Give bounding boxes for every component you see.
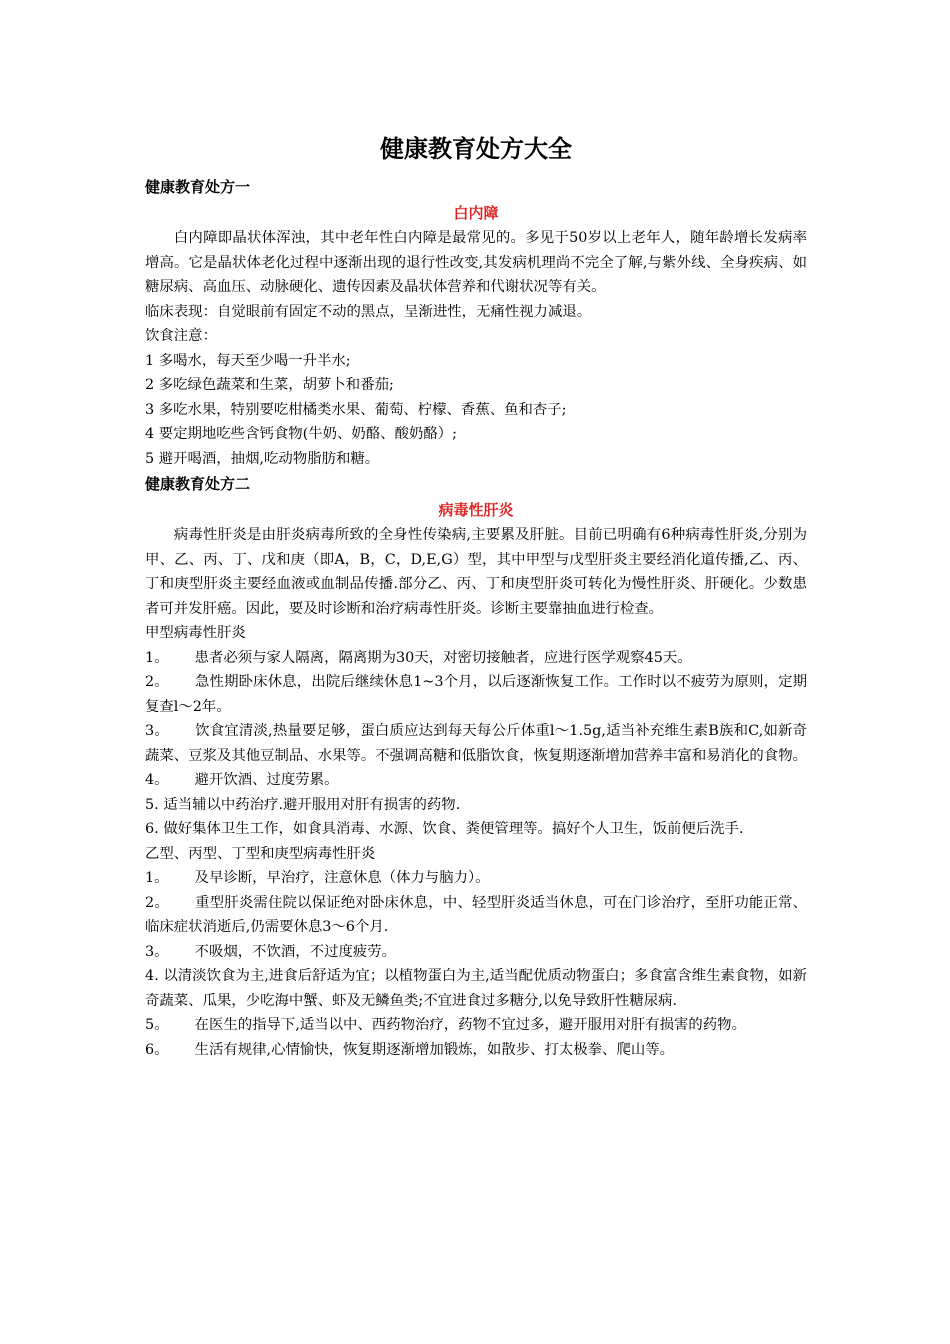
- section-heading-2: 健康教育处方二: [145, 475, 251, 493]
- item-number: 5.: [145, 796, 159, 813]
- topic-title-cataract: 白内障: [453, 204, 499, 222]
- item-number: 1。: [145, 649, 169, 666]
- diet-item-4: 4 要定期地吃些含钙食物(牛奶、奶酪、酸奶酪）;: [145, 426, 458, 442]
- item-text: 及早诊断，早治疗，注意休息（体力与脑力）。: [194, 870, 490, 886]
- item-text: 适当辅以中药治疗.避开服用对肝有损害的药物.: [163, 796, 461, 813]
- document-title: 健康教育处方大全: [380, 135, 572, 163]
- item-number: 1。: [145, 870, 169, 886]
- item-number: 5。: [145, 1017, 169, 1033]
- topic-title-hepatitis: 病毒性肝炎: [438, 501, 514, 519]
- list-item: [145, 670, 807, 719]
- list-item: [145, 891, 807, 940]
- hepatitis-bcdg-label: 乙型、丙型、丁型和庚型病毒性肝炎: [145, 845, 376, 862]
- item-number: 6.: [145, 821, 159, 837]
- item-text: 患者必须与家人隔离，隔离期为30天，对密切接触者，应进行医学观察45天。: [194, 649, 692, 666]
- list-item: [145, 940, 807, 965]
- item-number: 2。: [145, 674, 169, 690]
- list-item: [145, 719, 807, 768]
- item-number: 4.: [145, 968, 159, 984]
- item-number: 3。: [145, 723, 169, 739]
- list-item: [145, 964, 807, 1013]
- item-text: 以清淡饮食为主,进食后舒适为宜；以植物蛋白为主,适当配优质动物蛋白；多食富含维生素食物，如新奇蔬菜、瓜果，少吃海中蟹、虾及无鳞鱼类;不宜进食过多糖分,以免导致肝性糖尿病.: [145, 968, 807, 1009]
- item-text: 急性期卧床休息，出院后继续休息1~3个月，以后逐渐恢复工作。工作时以不疲劳为原则，定期复查l～2年。: [145, 674, 808, 715]
- diet-item-3: 3 多吃水果，特别要吃柑橘类水果、葡萄、柠檬、香蕉、鱼和杏子;: [145, 401, 567, 418]
- item-text: 重型肝炎需住院以保证绝对卧床休息，中、轻型肝炎适当休息，可在门诊治疗，至肝功能正常、临床症状消逝后,仍需要休息3～6个月.: [145, 894, 807, 935]
- list-item: [145, 646, 807, 671]
- document-page: [145, 130, 807, 1062]
- diet-item-2: 2 多吃绿色蔬菜和生菜，胡萝卜和番茄;: [145, 377, 394, 393]
- diet-item-1: 1 多喝水，每天至少喝一升半水;: [145, 352, 351, 369]
- item-text: 避开饮酒、过度劳累。: [194, 772, 339, 788]
- list-item: [145, 866, 807, 891]
- item-text: 饮食宜清淡,热量要足够，蛋白质应达到每天每公斤体重l～1.5g,适当补充维生素B族和C,如新奇蔬菜、豆浆及其他豆制品、水果等。不强调高糖和低脂饮食，恢复期逐渐增加营养丰富和易消化的食物。: [145, 723, 808, 764]
- list-item: [145, 1038, 807, 1063]
- cataract-clinical: 临床表现：自觉眼前有固定不动的黑点，呈渐进性，无痛性视力减退。: [145, 303, 592, 320]
- hepatitis-a-label: 甲型病毒性肝炎: [145, 625, 246, 641]
- item-text: 做好集体卫生工作，如食具消毒、水源、饮食、粪便管理等。搞好个人卫生，饭前便后洗手.: [163, 821, 744, 837]
- item-text: 生活有规律,心情愉快，恢复期逐渐增加锻炼，如散步、打太极拳、爬山等。: [194, 1041, 675, 1058]
- diet-item-5: 5 避开喝酒，抽烟,吃动物脂肪和糖。: [145, 450, 380, 467]
- item-number: 3。: [145, 943, 169, 960]
- list-item: [145, 793, 807, 818]
- item-number: 4。: [145, 772, 169, 788]
- list-item: [145, 817, 807, 842]
- diet-label: 饮食注意：: [145, 328, 217, 344]
- hepatitis-intro: 病毒性肝炎是由肝炎病毒所致的全身性传染病,主要累及肝脏。目前已明确有6种病毒性肝炎,分别为甲、乙、丙、丁、戊和庚（即A，B，C，D,E,G）型，其中甲型与戊型肝炎主要经消化道传播,乙、丙、丁和庚型肝炎主要经血液或血制品传播.部分乙、丙、丁和庚型肝炎可转化为慢性肝炎、肝硬化。少数患者可并发肝癌。因此，要及时诊断和治疗病毒性肝炎。诊断主要靠抽血进行检查。: [145, 527, 807, 617]
- cataract-intro: 白内障即晶状体浑浊，其中老年性白内障是最常见的。多见于50岁以上老年人，随年龄增长发病率增高。它是晶状体老化过程中逐渐出现的退行性改变,其发病机理尚不完全了解,与紫外线、全身疾病、如糖尿病、高血压、动脉硬化、遗传因素及晶状体营养和代谢状况等有关。: [145, 230, 807, 295]
- item-text: 在医生的指导下,适当以中、西药物治疗，药物不宜过多，避开服用对肝有损害的药物。: [194, 1017, 746, 1033]
- list-item: [145, 768, 807, 793]
- item-number: 2。: [145, 894, 169, 911]
- section-heading-1: 健康教育处方一: [145, 178, 251, 196]
- item-text: 不吸烟，不饮酒，不过度疲劳。: [194, 943, 397, 960]
- item-number: 6。: [145, 1041, 169, 1058]
- list-item: [145, 1013, 807, 1038]
